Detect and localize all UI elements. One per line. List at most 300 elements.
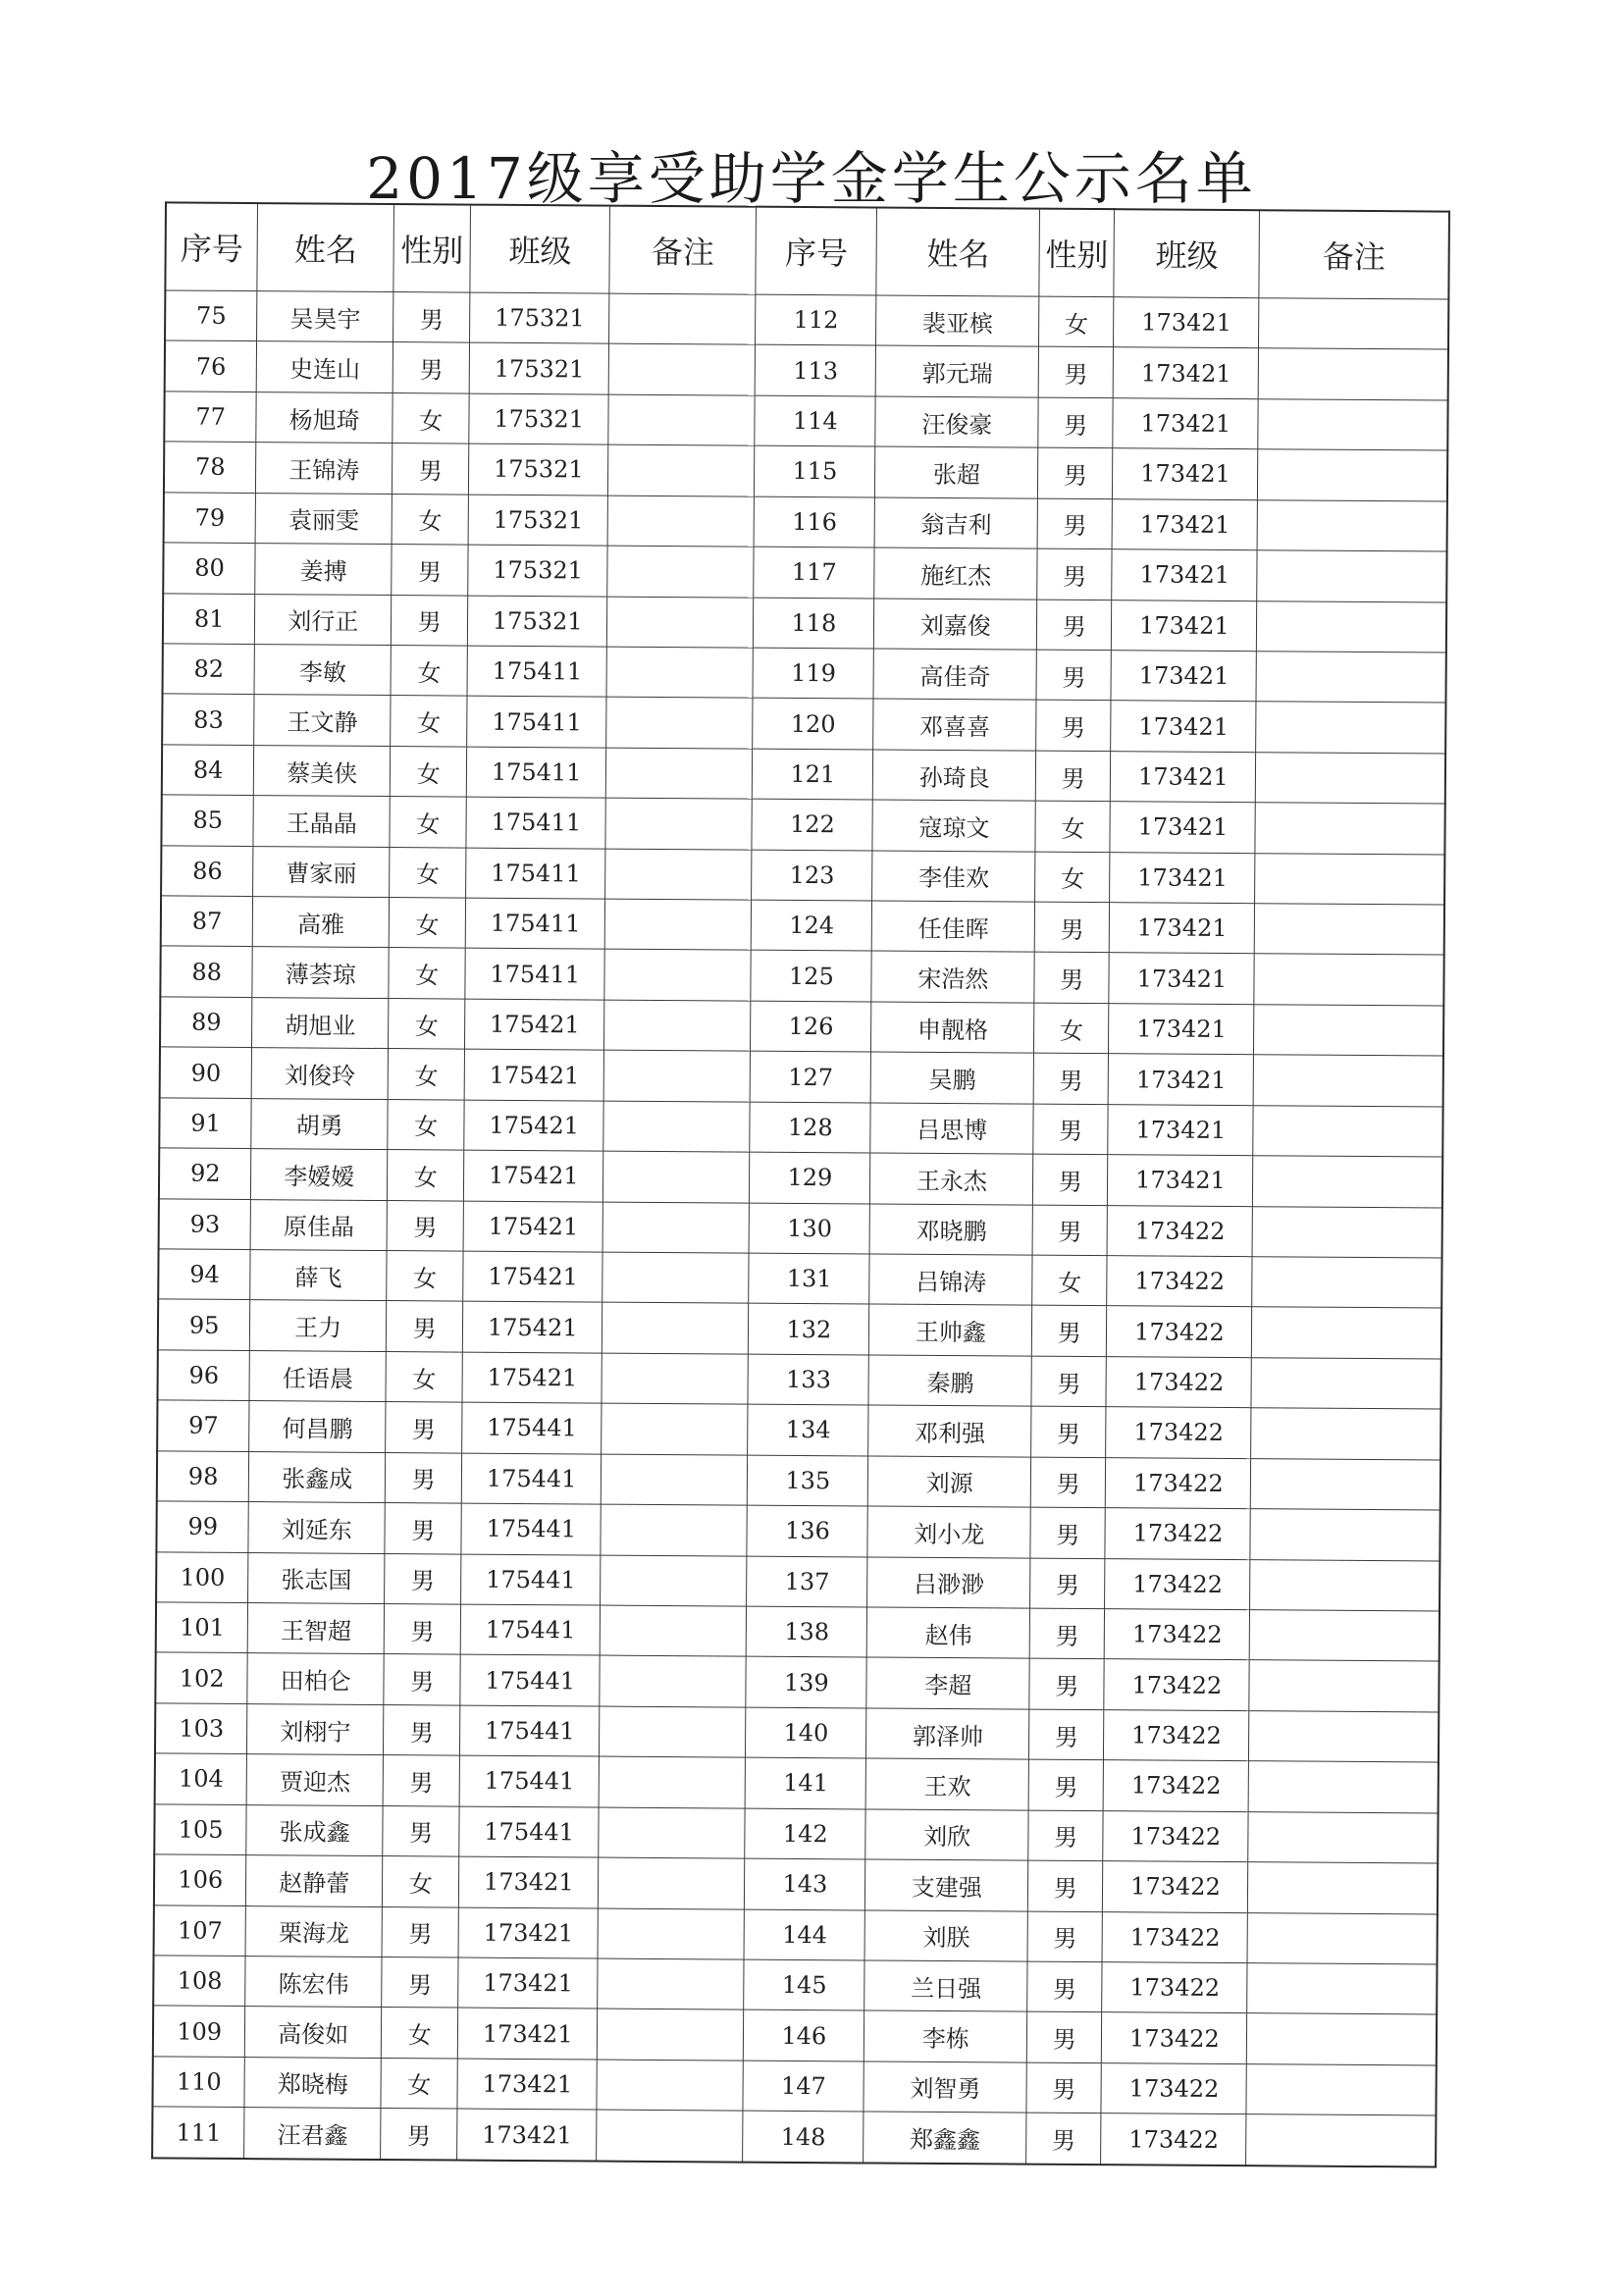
cell-gender-left: 男	[383, 1755, 460, 1806]
cell-class-right: 173421	[1112, 600, 1257, 651]
cell-class-right: 173421	[1109, 953, 1254, 1004]
header-no-right: 序号	[756, 207, 877, 295]
table-row	[157, 1451, 1440, 1511]
cell-no-left: 104	[155, 1753, 247, 1804]
cell-class-left: 175441	[459, 1755, 599, 1806]
table-row	[161, 795, 1444, 855]
table-row	[165, 290, 1448, 350]
cell-no-right: 121	[753, 749, 873, 800]
cell-no-left: 85	[161, 795, 253, 846]
cell-name-left: 王力	[250, 1300, 387, 1351]
cell-no-left: 80	[163, 543, 255, 594]
cell-gender-right: 男	[1033, 1104, 1108, 1155]
cell-name-right: 翁吉利	[874, 497, 1037, 549]
table-row	[163, 644, 1446, 704]
cell-name-left: 杨旭琦	[256, 391, 393, 443]
table-row	[152, 2057, 1436, 2116]
cell-gender-left: 女	[389, 898, 466, 949]
cell-no-left: 110	[152, 2057, 244, 2108]
cell-name-left: 刘栩宁	[247, 1703, 384, 1754]
cell-class-right: 173421	[1110, 802, 1255, 853]
cell-name-right: 李栋	[864, 2010, 1027, 2062]
table-row	[156, 1551, 1440, 1611]
cell-no-right: 143	[745, 1858, 865, 1909]
cell-class-left: 175321	[468, 545, 607, 596]
cell-no-left: 84	[162, 745, 254, 796]
cell-class-left: 175411	[465, 949, 604, 1000]
cell-remark-left	[607, 597, 755, 648]
table-row	[155, 1753, 1439, 1813]
cell-class-left: 175321	[469, 444, 608, 495]
cell-name-right: 裴亚槟	[876, 295, 1039, 347]
cell-name-left: 贾迎杰	[246, 1754, 383, 1805]
cell-class-left: 175421	[464, 1049, 603, 1100]
cell-no-left: 103	[155, 1703, 247, 1754]
cell-gender-right: 男	[1026, 2113, 1102, 2165]
cell-no-right: 136	[747, 1505, 867, 1556]
cell-remark-left	[601, 1504, 748, 1555]
cell-no-right: 137	[747, 1556, 867, 1607]
cell-no-left: 75	[165, 290, 257, 341]
cell-name-right: 李佳欢	[872, 851, 1035, 903]
cell-no-left: 82	[163, 644, 255, 695]
cell-class-right: 173421	[1111, 751, 1256, 802]
cell-remark-right	[1254, 1055, 1443, 1107]
cell-class-left: 175421	[463, 1302, 602, 1353]
cell-class-left: 175421	[464, 1100, 603, 1151]
cell-class-right: 173422	[1103, 1861, 1248, 1912]
table-row	[162, 694, 1445, 754]
cell-class-right: 173422	[1104, 1659, 1249, 1710]
cell-name-left: 任语晨	[249, 1350, 386, 1401]
cell-no-right: 125	[751, 951, 871, 1002]
cell-class-right: 173422	[1106, 1457, 1251, 1508]
roster-sheet	[151, 201, 1450, 2167]
cell-class-left: 175441	[461, 1503, 601, 1554]
cell-remark-left	[605, 748, 753, 799]
cell-no-left: 102	[155, 1652, 247, 1703]
cell-class-right: 173422	[1104, 1709, 1249, 1760]
cell-name-left: 张鑫成	[249, 1451, 386, 1502]
cell-no-left: 91	[159, 1098, 251, 1149]
cell-gender-right: 男	[1037, 600, 1112, 651]
cell-remark-right	[1258, 399, 1447, 451]
cell-name-right: 邓喜喜	[873, 699, 1036, 751]
cell-no-right: 126	[751, 1001, 871, 1052]
cell-remark-right	[1259, 348, 1448, 400]
cell-no-left: 97	[157, 1400, 249, 1451]
cell-no-right: 124	[752, 900, 872, 951]
cell-no-left: 101	[156, 1602, 248, 1653]
cell-class-left: 175321	[470, 292, 609, 343]
cell-gender-left: 女	[393, 392, 470, 444]
cell-name-left: 张成鑫	[246, 1804, 383, 1855]
header-remark-right: 备注	[1259, 210, 1449, 299]
cell-no-right: 129	[750, 1152, 870, 1203]
cell-no-right: 144	[744, 1909, 864, 1960]
cell-no-right: 133	[748, 1354, 868, 1405]
cell-gender-right: 男	[1028, 1810, 1103, 1861]
cell-no-right: 128	[750, 1102, 870, 1153]
cell-gender-right: 男	[1029, 1709, 1104, 1760]
cell-remark-left	[600, 1655, 747, 1706]
cell-name-left: 赵静蕾	[246, 1855, 383, 1906]
cell-gender-right: 男	[1032, 1205, 1107, 1256]
cell-remark-right	[1247, 1963, 1437, 2015]
cell-class-right: 173421	[1109, 1004, 1254, 1055]
cell-class-right: 173422	[1102, 1911, 1247, 1962]
cell-gender-left: 男	[386, 1402, 463, 1453]
header-class-right: 班级	[1114, 209, 1260, 298]
cell-no-right: 132	[749, 1304, 869, 1355]
cell-class-right: 173422	[1106, 1357, 1251, 1408]
cell-remark-left	[607, 496, 755, 547]
cell-no-right: 141	[745, 1757, 865, 1808]
cell-no-left: 83	[162, 694, 254, 745]
cell-no-left: 94	[158, 1249, 250, 1300]
cell-no-right: 140	[746, 1707, 866, 1758]
cell-gender-right: 男	[1029, 1608, 1104, 1659]
table-row	[163, 593, 1446, 652]
cell-gender-left: 男	[382, 1906, 459, 1957]
cell-no-left: 81	[163, 593, 255, 644]
cell-remark-left	[602, 1303, 749, 1354]
cell-remark-right	[1252, 1307, 1441, 1359]
cell-no-right: 135	[748, 1455, 868, 1506]
cell-class-left: 173421	[458, 2008, 598, 2059]
cell-name-left: 吴昊宇	[257, 291, 393, 342]
cell-gender-right: 男	[1036, 751, 1111, 802]
cell-class-right: 173421	[1113, 398, 1258, 449]
cell-gender-left: 女	[388, 1049, 465, 1100]
cell-no-left: 88	[160, 946, 252, 997]
cell-gender-left: 女	[391, 646, 468, 697]
cell-gender-left: 男	[383, 1805, 460, 1856]
cell-class-left: 175411	[466, 898, 605, 949]
cell-gender-right: 男	[1027, 1961, 1102, 2012]
cell-name-left: 刘延东	[248, 1502, 385, 1553]
cell-class-right: 173422	[1105, 1508, 1250, 1559]
cell-class-right: 173421	[1112, 549, 1257, 600]
cell-gender-left: 男	[386, 1301, 463, 1352]
cell-name-left: 蔡美侠	[254, 745, 391, 796]
student-roster-table	[151, 201, 1450, 2167]
cell-no-left: 95	[158, 1299, 250, 1350]
cell-name-left: 王锦涛	[256, 443, 393, 494]
cell-remark-right	[1251, 1458, 1440, 1510]
cell-gender-left: 女	[389, 948, 466, 999]
cell-name-left: 王智超	[248, 1603, 385, 1654]
cell-class-right: 173422	[1103, 1760, 1248, 1811]
cell-gender-left: 男	[382, 1957, 459, 2008]
cell-class-left: 175411	[466, 848, 605, 899]
cell-gender-left: 女	[390, 746, 467, 797]
cell-gender-left: 女	[382, 1856, 459, 1907]
cell-gender-left: 男	[384, 1654, 461, 1705]
cell-no-left: 109	[153, 2006, 245, 2057]
cell-remark-right	[1257, 600, 1446, 652]
cell-gender-left: 男	[384, 1603, 461, 1654]
cell-class-right: 173421	[1108, 1054, 1253, 1105]
cell-gender-right: 男	[1027, 1911, 1102, 1962]
cell-gender-right: 女	[1032, 1255, 1107, 1306]
cell-no-right: 120	[753, 698, 873, 749]
cell-no-left: 105	[154, 1804, 246, 1855]
cell-class-right: 173421	[1111, 701, 1256, 752]
table-row	[154, 1905, 1438, 1964]
cell-name-left: 王晶晶	[253, 796, 390, 847]
cell-remark-right	[1249, 1710, 1439, 1762]
cell-class-right: 173421	[1108, 1155, 1253, 1206]
cell-gender-right: 男	[1028, 1759, 1103, 1810]
cell-name-right: 支建强	[865, 1859, 1028, 1911]
cell-remark-left	[597, 2060, 744, 2111]
cell-gender-left: 男	[384, 1704, 461, 1755]
cell-class-left: 175421	[465, 999, 604, 1050]
cell-no-left: 96	[157, 1350, 249, 1401]
cell-no-right: 139	[746, 1656, 866, 1707]
cell-class-right: 173422	[1107, 1205, 1252, 1256]
cell-remark-right	[1252, 1257, 1441, 1309]
cell-remark-left	[609, 293, 757, 344]
cell-no-left: 78	[164, 442, 256, 493]
cell-gender-left: 男	[385, 1452, 462, 1503]
cell-no-right: 142	[745, 1808, 865, 1859]
cell-name-right: 王欢	[865, 1758, 1028, 1810]
cell-name-left: 陈宏伟	[245, 1956, 382, 2007]
cell-remark-right	[1246, 2114, 1436, 2167]
cell-gender-right: 男	[1034, 953, 1109, 1004]
cell-class-left: 175411	[466, 797, 605, 848]
cell-remark-right	[1256, 753, 1445, 805]
cell-class-right: 173421	[1114, 347, 1259, 398]
cell-class-left: 175321	[468, 596, 607, 647]
cell-remark-right	[1256, 702, 1445, 754]
cell-name-left: 曹家丽	[253, 846, 390, 897]
cell-remark-left	[603, 1151, 751, 1202]
cell-gender-left: 男	[393, 342, 470, 393]
cell-gender-right: 男	[1029, 1659, 1104, 1710]
cell-remark-left	[603, 1050, 751, 1101]
cell-class-right: 173422	[1106, 1407, 1251, 1458]
table-row	[155, 1703, 1439, 1763]
cell-gender-right: 男	[1038, 397, 1113, 448]
table-row	[155, 1652, 1439, 1712]
cell-class-right: 173421	[1108, 1104, 1253, 1155]
table-row	[159, 1098, 1442, 1158]
cell-remark-left	[607, 546, 755, 597]
cell-name-right: 王永杰	[870, 1153, 1033, 1205]
cell-remark-left	[605, 798, 753, 849]
cell-remark-right	[1250, 1559, 1440, 1611]
cell-gender-right: 女	[1034, 1003, 1109, 1054]
header-gender-left: 性别	[393, 204, 471, 292]
cell-remark-right	[1255, 803, 1444, 855]
cell-name-left: 高雅	[253, 897, 390, 948]
cell-gender-left: 女	[391, 696, 468, 747]
cell-class-right: 173421	[1110, 903, 1255, 954]
cell-no-right: 119	[753, 648, 873, 699]
cell-name-right: 寇琼文	[872, 800, 1035, 852]
cell-remark-right	[1253, 1105, 1442, 1157]
cell-gender-right: 男	[1038, 347, 1113, 398]
cell-name-left: 王文静	[254, 695, 391, 746]
cell-remark-right	[1247, 1912, 1437, 1964]
cell-class-left: 175441	[462, 1402, 602, 1453]
cell-remark-left	[600, 1706, 747, 1757]
cell-gender-right: 男	[1038, 447, 1113, 498]
cell-class-right: 173421	[1114, 297, 1259, 348]
cell-name-right: 李超	[866, 1657, 1029, 1709]
cell-class-left: 173421	[458, 1957, 598, 2009]
cell-remark-right	[1249, 1660, 1439, 1712]
table-row	[162, 745, 1445, 805]
cell-name-left: 史连山	[257, 341, 393, 392]
cell-remark-left	[608, 444, 756, 496]
cell-name-right: 任佳晖	[872, 901, 1035, 953]
cell-no-right: 115	[755, 445, 875, 496]
table-row	[157, 1400, 1440, 1460]
cell-remark-right	[1258, 499, 1447, 551]
cell-no-left: 87	[161, 896, 253, 947]
cell-class-left: 175411	[467, 646, 606, 697]
cell-name-right: 孙琦良	[873, 750, 1036, 802]
cell-name-left: 栗海龙	[245, 1905, 382, 1957]
table-row	[154, 1804, 1438, 1864]
cell-class-right: 173422	[1102, 2012, 1247, 2063]
cell-class-left: 173421	[457, 2059, 597, 2110]
table-row	[152, 2107, 1436, 2166]
cell-class-left: 175441	[462, 1453, 602, 1504]
cell-no-left: 100	[156, 1551, 248, 1602]
cell-class-right: 173421	[1110, 852, 1255, 903]
cell-remark-right	[1255, 853, 1444, 905]
cell-no-left: 93	[159, 1199, 251, 1250]
cell-class-right: 173421	[1112, 498, 1257, 549]
header-class-left: 班级	[470, 205, 609, 293]
cell-gender-right: 女	[1035, 801, 1110, 852]
cell-no-right: 122	[752, 799, 872, 850]
cell-name-left: 李嫒嫒	[251, 1149, 388, 1200]
cell-class-left: 175421	[463, 1201, 602, 1252]
cell-no-left: 86	[161, 846, 253, 897]
cell-remark-right	[1248, 1862, 1438, 1914]
cell-name-right: 吕锦涛	[869, 1254, 1032, 1306]
cell-no-right: 148	[743, 2111, 864, 2163]
cell-gender-right: 男	[1033, 1154, 1108, 1205]
cell-gender-left: 女	[388, 1150, 465, 1201]
table-row	[164, 391, 1447, 451]
cell-name-right: 刘小龙	[867, 1506, 1030, 1558]
cell-class-right: 173422	[1105, 1609, 1250, 1660]
cell-name-left: 姜搏	[255, 544, 392, 595]
cell-class-left: 175441	[460, 1705, 600, 1756]
cell-class-right: 173422	[1102, 1962, 1247, 2013]
cell-class-left: 173421	[457, 2109, 597, 2161]
cell-remark-right	[1250, 1509, 1440, 1561]
cell-no-right: 134	[748, 1404, 868, 1455]
cell-gender-left: 男	[392, 545, 469, 596]
cell-name-right: 刘朕	[864, 1909, 1027, 1961]
table-row	[159, 1148, 1442, 1208]
cell-class-left: 175321	[468, 495, 607, 546]
cell-name-left: 胡旭业	[252, 997, 389, 1048]
cell-no-left: 76	[165, 340, 257, 391]
cell-name-left: 薄荟琼	[252, 947, 389, 998]
cell-gender-right: 男	[1036, 701, 1111, 752]
table-row	[153, 1956, 1437, 2015]
cell-class-left: 175421	[464, 1150, 603, 1201]
cell-remark-right	[1251, 1358, 1440, 1410]
cell-name-left: 田柏仑	[247, 1653, 384, 1704]
cell-remark-left	[604, 950, 752, 1001]
cell-remark-left	[602, 1202, 750, 1253]
cell-gender-right: 男	[1031, 1356, 1106, 1407]
cell-remark-right	[1250, 1610, 1440, 1662]
cell-name-left: 胡勇	[251, 1098, 388, 1149]
cell-remark-right	[1254, 954, 1443, 1006]
cell-gender-right: 男	[1030, 1558, 1105, 1609]
cell-gender-left: 女	[386, 1351, 463, 1402]
cell-no-left: 77	[164, 391, 256, 443]
cell-no-left: 99	[156, 1501, 248, 1552]
cell-remark-left	[599, 1756, 746, 1807]
cell-gender-left: 男	[381, 2109, 458, 2161]
table-row	[153, 2006, 1437, 2065]
cell-name-right: 赵伟	[867, 1607, 1030, 1659]
cell-gender-left: 女	[387, 1251, 464, 1302]
table-row	[165, 340, 1448, 400]
cell-remark-right	[1253, 1206, 1442, 1258]
cell-remark-left	[606, 697, 754, 748]
cell-name-left: 张志国	[248, 1552, 385, 1603]
cell-no-left: 107	[154, 1905, 246, 1956]
cell-no-left: 108	[153, 1956, 245, 2007]
cell-no-right: 114	[755, 395, 875, 446]
table-row	[154, 1854, 1438, 1914]
header-no-left: 序号	[165, 202, 257, 290]
cell-name-right: 吴鹏	[871, 1052, 1034, 1104]
cell-no-left: 106	[154, 1854, 246, 1905]
cell-remark-right	[1251, 1408, 1440, 1460]
cell-no-right: 118	[754, 598, 874, 649]
cell-remark-right	[1249, 1761, 1439, 1813]
cell-name-left: 汪君鑫	[244, 2108, 381, 2160]
cell-class-left: 175441	[460, 1654, 600, 1705]
cell-remark-left	[608, 394, 756, 445]
header-gender-right: 性别	[1039, 209, 1115, 297]
table-row	[160, 997, 1443, 1057]
cell-remark-left	[599, 1807, 746, 1858]
table-row	[158, 1249, 1441, 1309]
roster-body	[152, 290, 1448, 2167]
cell-name-right: 吕思博	[870, 1103, 1033, 1155]
cell-remark-right	[1258, 449, 1447, 501]
table-row	[161, 896, 1444, 956]
cell-class-right: 173422	[1105, 1558, 1250, 1609]
cell-name-right: 刘欣	[865, 1809, 1028, 1861]
cell-remark-left	[597, 2009, 744, 2060]
cell-gender-left: 男	[391, 595, 468, 646]
cell-gender-left: 女	[381, 2008, 458, 2059]
cell-name-right: 邓利强	[868, 1405, 1031, 1457]
cell-no-right: 116	[754, 496, 874, 548]
cell-no-right: 145	[744, 1959, 864, 2010]
cell-name-left: 郑晓梅	[244, 2057, 381, 2108]
cell-name-left: 刘俊玲	[252, 1048, 389, 1099]
cell-name-right: 宋浩然	[871, 951, 1034, 1003]
cell-gender-right: 男	[1030, 1457, 1105, 1508]
